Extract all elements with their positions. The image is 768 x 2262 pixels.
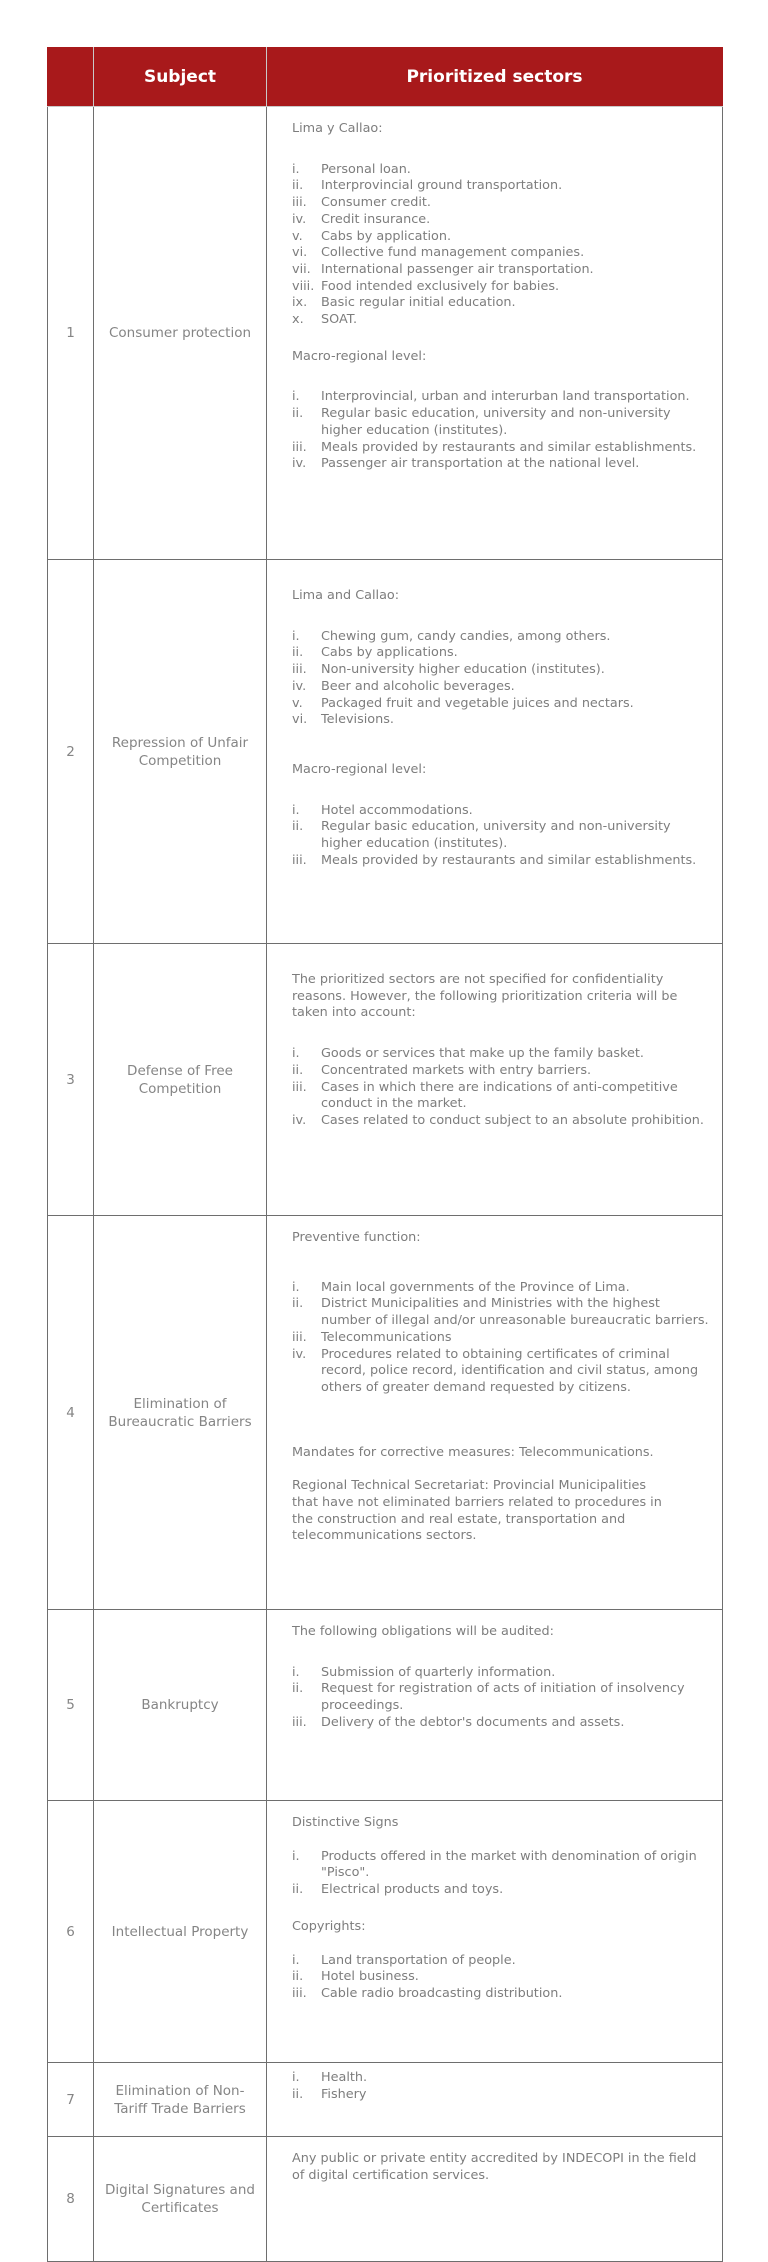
list-item <box>292 195 712 212</box>
list-marker: iv. <box>292 456 307 472</box>
list-item-text: Interprovincial ground transportation. <box>321 178 563 194</box>
row-subject: Intellectual Property <box>94 1801 267 2063</box>
list-marker: iii. <box>292 1985 307 2001</box>
list-item <box>292 1882 712 1899</box>
sector-list <box>292 1280 712 1397</box>
list-marker: iii. <box>292 195 307 211</box>
criteria-list <box>292 1046 712 1130</box>
list-marker: iii. <box>292 1079 307 1095</box>
list-item <box>292 1063 712 1080</box>
section-heading: Preventive function: <box>292 1230 421 1245</box>
row-subject: Digital Signatures and Certificates <box>94 2137 267 2262</box>
list-item-text: Personal loan. <box>321 161 411 177</box>
list-item-text: Cabs by applications. <box>321 645 458 661</box>
list-item <box>292 406 712 439</box>
list-item <box>292 1330 712 1347</box>
list-marker: i. <box>292 2070 300 2085</box>
list-marker: ii. <box>292 1969 304 1985</box>
row-sectors <box>267 944 723 1216</box>
list-item <box>292 1953 712 1970</box>
list-item-text: Hotel business. <box>321 1969 419 1985</box>
list-item-text: Cases related to conduct subject to an absolute prohibition. <box>321 1112 704 1128</box>
list-marker: i. <box>292 1664 300 1680</box>
section-heading: Distinctive Signs <box>292 1815 399 1830</box>
list-item-text: Meals provided by restaurants and similar establishments. <box>321 439 697 455</box>
list-marker: i. <box>292 161 300 177</box>
list-item <box>292 212 712 229</box>
list-item <box>292 312 712 329</box>
list-marker: ii. <box>292 1296 304 1312</box>
list-item-text: Goods or services that make up the family basket. <box>321 1046 644 1062</box>
list-marker: iii. <box>292 662 307 678</box>
list-item <box>292 1280 712 1297</box>
list-item <box>292 1849 712 1882</box>
list-item <box>292 1665 712 1682</box>
section-heading: Macro-regional level: <box>292 761 427 777</box>
list-item <box>292 696 712 713</box>
list-item-text: Cases in which there are indications of anti-competitive conduct in the market. <box>321 1079 678 1112</box>
list-marker: i. <box>292 628 300 644</box>
list-item <box>292 440 712 457</box>
list-item <box>292 389 712 406</box>
row-number: 1 <box>48 107 94 560</box>
list-item <box>292 2070 712 2087</box>
sector-list <box>292 629 712 729</box>
list-marker: iii. <box>292 1714 307 1730</box>
list-item-text: Electrical products and toys. <box>321 1882 504 1898</box>
list-item-text: Main local governments of the Province of Lima. <box>321 1279 630 1295</box>
list-item-text: Hotel accommodations. <box>321 802 473 818</box>
row-sectors <box>267 107 723 560</box>
table-row <box>48 1610 723 1801</box>
table-row <box>48 107 723 560</box>
row-subject: Repression of Unfair Competition <box>94 560 267 944</box>
list-marker: vi. <box>292 712 308 728</box>
row-sectors <box>267 1216 723 1610</box>
list-item <box>292 162 712 179</box>
list-item-text: Chewing gum, candy candies, among others. <box>321 628 611 644</box>
list-marker: vii. <box>292 261 311 277</box>
list-marker: i. <box>292 1279 300 1295</box>
list-item-text: Concentrated markets with entry barriers. <box>321 1062 592 1078</box>
row-subject: Defense of Free Competition <box>94 944 267 1216</box>
list-marker: iii. <box>292 439 307 455</box>
list-item <box>292 803 712 820</box>
row-sectors <box>267 1610 723 1801</box>
header-subject: Subject <box>94 48 267 107</box>
row-number: 4 <box>48 1216 94 1610</box>
list-item-text: Fishery <box>321 2086 367 2102</box>
list-item <box>292 853 712 870</box>
list-marker: ii. <box>292 1882 304 1898</box>
list-marker: i. <box>292 1046 300 1062</box>
list-marker: iv. <box>292 678 307 694</box>
table-row <box>48 2137 723 2262</box>
row-sectors <box>267 560 723 944</box>
list-item <box>292 1046 712 1063</box>
list-item <box>292 1296 712 1329</box>
list-item <box>292 229 712 246</box>
list-item-text: Request for registration of acts of initiation of insolvency proceedings. <box>321 1681 685 1714</box>
section-heading: The following obligations will be audited: <box>292 1624 554 1639</box>
list-item-text: Health. <box>321 2070 368 2085</box>
row-subject: Elimination of Non-Tariff Trade Barriers <box>94 2063 267 2137</box>
sector-list <box>292 1849 712 1899</box>
list-item-text: Passenger air transportation at the national level. <box>321 456 640 472</box>
list-marker: ii. <box>292 178 304 194</box>
table-row <box>48 1801 723 2063</box>
table-row <box>48 944 723 1216</box>
list-marker: x. <box>292 312 304 328</box>
section-heading: Lima y Callao: <box>292 121 383 136</box>
list-marker: iv. <box>292 1346 307 1362</box>
row-subject: Consumer protection <box>94 107 267 560</box>
table-row <box>48 1216 723 1610</box>
list-item-text: Credit insurance. <box>321 211 431 227</box>
list-item <box>292 1969 712 1986</box>
list-item-text: Telecommunications <box>321 1329 452 1345</box>
list-item-text: Packaged fruit and vegetable juices and nectars. <box>321 695 634 711</box>
list-item <box>292 295 712 312</box>
list-item-text: Cabs by application. <box>321 228 452 244</box>
list-marker: ii. <box>292 1062 304 1078</box>
list-item <box>292 1080 712 1113</box>
sector-list <box>292 2070 712 2103</box>
list-item-text: SOAT. <box>321 312 358 328</box>
list-item <box>292 819 712 852</box>
list-item <box>292 178 712 195</box>
row-sectors <box>267 1801 723 2063</box>
list-item <box>292 1986 712 2003</box>
list-item-text: Cable radio broadcasting distribution. <box>321 1985 563 2001</box>
row-number: 3 <box>48 944 94 1216</box>
table-body <box>48 107 723 2262</box>
list-item <box>292 2087 712 2104</box>
list-item-text: Regular basic education, university and non-university higher education (institutes). <box>321 406 671 438</box>
list-marker: ii. <box>292 1681 304 1697</box>
list-item-text: International passenger air transportation. <box>321 261 594 277</box>
row-sectors <box>267 2063 723 2137</box>
list-item-text: Consumer credit. <box>321 195 431 211</box>
list-marker: i. <box>292 1952 300 1968</box>
row-subject: Elimination of Bureaucratic Barriers <box>94 1216 267 1610</box>
list-item-text: Products offered in the market with denomination of origin "Pisco". <box>321 1848 697 1881</box>
list-marker: i. <box>292 389 300 405</box>
corrective-measures-paragraph: Mandates for corrective measures: Telecommunications. <box>292 1444 654 1460</box>
list-item-text: Submission of quarterly information. <box>321 1664 556 1680</box>
list-item <box>292 1715 712 1732</box>
table-header <box>48 48 723 107</box>
list-marker: iii. <box>292 1329 307 1345</box>
list-marker: ix. <box>292 295 308 311</box>
list-marker: iii. <box>292 852 307 868</box>
list-item-text: Interprovincial, urban and interurban land transportation. <box>321 389 690 405</box>
list-item-text: Procedures related to obtaining certificates of criminal record, police record, identification and civil status, among others of greater demand requested by citizens. <box>321 1346 699 1395</box>
sector-list <box>292 389 712 473</box>
list-marker: ii. <box>292 645 304 661</box>
list-item-text: Collective fund management companies. <box>321 245 585 261</box>
list-item-text: Food intended exclusively for babies. <box>321 278 560 294</box>
row-number: 5 <box>48 1610 94 1801</box>
list-marker: iv. <box>292 211 307 227</box>
criteria-paragraph: The prioritized sectors are not specified for confidentiality reasons. However, the following prioritization criteria will be taken into account: <box>292 972 678 1021</box>
list-item-text: Beer and alcoholic beverages. <box>321 678 515 694</box>
list-marker: ii. <box>292 406 304 422</box>
list-item-text: Basic regular initial education. <box>321 295 516 311</box>
list-item-text: District Municipalities and Ministries with the highest number of illegal and/or unreasonable bureaucratic barriers. <box>321 1296 709 1329</box>
sector-list <box>292 162 712 329</box>
list-marker: v. <box>292 695 303 711</box>
list-item <box>292 1347 712 1397</box>
list-item <box>292 629 712 646</box>
regional-secretariat-paragraph: Regional Technical Secretariat: Provincial Municipalities that have not eliminated barriers related to procedures in the construction and real estate, transportation and telecommunications sectors. <box>292 1478 662 1544</box>
list-marker: v. <box>292 228 303 244</box>
row-number: 8 <box>48 2137 94 2262</box>
sector-list <box>292 1953 712 2003</box>
list-item <box>292 679 712 696</box>
list-item-text: Regular basic education, university and non-university higher education (institutes). <box>321 819 671 852</box>
prioritized-sectors-table <box>47 47 723 2262</box>
list-item <box>292 1113 712 1130</box>
list-marker: ii. <box>292 2086 304 2102</box>
list-item <box>292 662 712 679</box>
list-item <box>292 245 712 262</box>
row-number: 6 <box>48 1801 94 2063</box>
list-marker: vi. <box>292 245 308 261</box>
list-item <box>292 456 712 473</box>
header-row <box>48 48 723 107</box>
list-item-text: Non-university higher education (institutes). <box>321 662 605 678</box>
list-marker: i. <box>292 802 300 818</box>
row-subject: Bankruptcy <box>94 1610 267 1801</box>
list-item <box>292 279 712 296</box>
row-sectors <box>267 2137 723 2262</box>
entity-paragraph: Any public or private entity accredited by INDECOPI in the field of digital certification services. <box>292 2151 697 2183</box>
header-prioritized-sectors: Prioritized sectors <box>267 48 723 107</box>
list-item <box>292 1681 712 1714</box>
section-heading: Copyrights: <box>292 1918 366 1934</box>
list-marker: ii. <box>292 819 304 835</box>
list-item <box>292 645 712 662</box>
section-heading: Lima and Callao: <box>292 588 400 603</box>
list-item <box>292 712 712 729</box>
list-item-text: Meals provided by restaurants and similar establishments. <box>321 852 697 868</box>
obligations-list <box>292 1665 712 1732</box>
list-item-text: Televisions. <box>321 712 394 728</box>
table-row <box>48 2063 723 2137</box>
list-item-text: Land transportation of people. <box>321 1952 516 1968</box>
sector-list <box>292 803 712 870</box>
table-row <box>48 560 723 944</box>
row-number: 7 <box>48 2063 94 2137</box>
section-heading: Macro-regional level: <box>292 348 427 364</box>
list-marker: viii. <box>292 278 315 294</box>
list-item-text: Delivery of the debtor's documents and assets. <box>321 1714 625 1730</box>
row-number: 2 <box>48 560 94 944</box>
list-marker: iv. <box>292 1112 307 1128</box>
header-number <box>48 48 94 107</box>
list-marker: i. <box>292 1848 300 1864</box>
list-item <box>292 262 712 279</box>
